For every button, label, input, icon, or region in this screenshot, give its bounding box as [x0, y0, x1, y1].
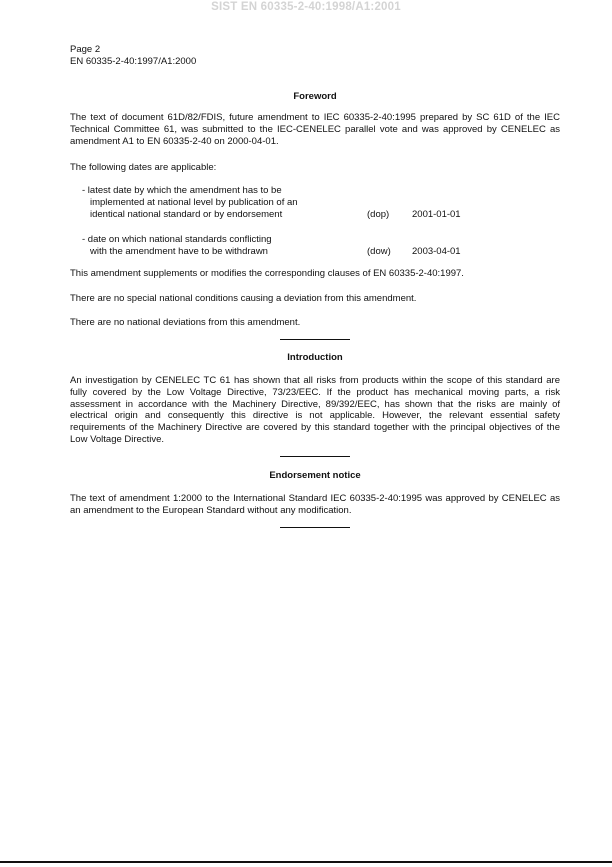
foreword-heading: Foreword — [293, 91, 337, 102]
introduction-heading: Introduction — [287, 352, 343, 363]
section-divider — [280, 527, 350, 528]
watermark: SIST EN 60335-2-40:1998/A1:2001 — [211, 1, 401, 13]
date-value: 2001-01-01 — [412, 209, 461, 220]
standard-reference: EN 60335-2-40:1997/A1:2000 — [70, 56, 197, 67]
date-entry-line: with the amendment have to be withdrawn — [90, 246, 268, 257]
date-entry-dop — [82, 185, 482, 221]
date-entry-line: identical national standard or by endorsement — [90, 209, 283, 220]
page-header — [70, 44, 196, 68]
date-entry-line: - date on which national standards conflicting — [82, 234, 272, 245]
date-abbreviation: (dop) — [367, 209, 390, 220]
date-value: 2003-04-01 — [412, 246, 461, 257]
national-deviations-text: There are no national deviations from this amendment. — [70, 317, 301, 328]
introduction-paragraph: An investigation by CENELEC TC 61 has shown that all risks from products within the scope of this standard are fully covered by the Low Voltage Directive, 73/23/EEC. If the product has mechanical moving parts, a risk assessment in accordance with the Machinery Directive, 89/392/EEC, has shown that the risks are mainly of electrical origin and consequently this directive is not applicable. However, the relevant essential safety requirements of the Machinery Directive are covered by this standard together with the principal objectives of the Low Voltage Directive. — [70, 375, 560, 445]
page-number: Page 2 — [70, 44, 101, 55]
section-divider — [280, 456, 350, 457]
amendment-scope-text: This amendment supplements or modifies the corresponding clauses of EN 60335-2-40:1997. — [70, 268, 464, 279]
section-divider — [280, 339, 350, 340]
date-entry-line: implemented at national level by publication of an — [90, 197, 298, 208]
date-entry-dow — [82, 234, 482, 258]
special-conditions-text: There are no special national conditions causing a deviation from this amendment. — [70, 293, 417, 304]
endorsement-paragraph: The text of amendment 1:2000 to the International Standard IEC 60335-2-40:1995 was approved by CENELEC as an amendment to the European Standard without any modification. — [70, 493, 560, 516]
foreword-paragraph: The text of document 61D/82/FDIS, future amendment to IEC 60335-2-40:1995 prepared by SC 61D of the IEC Technical Committee 61, was submitted to the IEC-CENELEC parallel vote and was approved by CENELEC as amendment A1 to EN 60335-2-40 on 2000-04-01. — [70, 112, 560, 147]
dates-intro: The following dates are applicable: — [70, 162, 217, 173]
date-abbreviation: (dow) — [367, 246, 391, 257]
date-entry-line: - latest date by which the amendment has to be — [82, 185, 282, 196]
endorsement-heading: Endorsement notice — [269, 470, 361, 481]
page-bottom-rule — [0, 861, 612, 863]
